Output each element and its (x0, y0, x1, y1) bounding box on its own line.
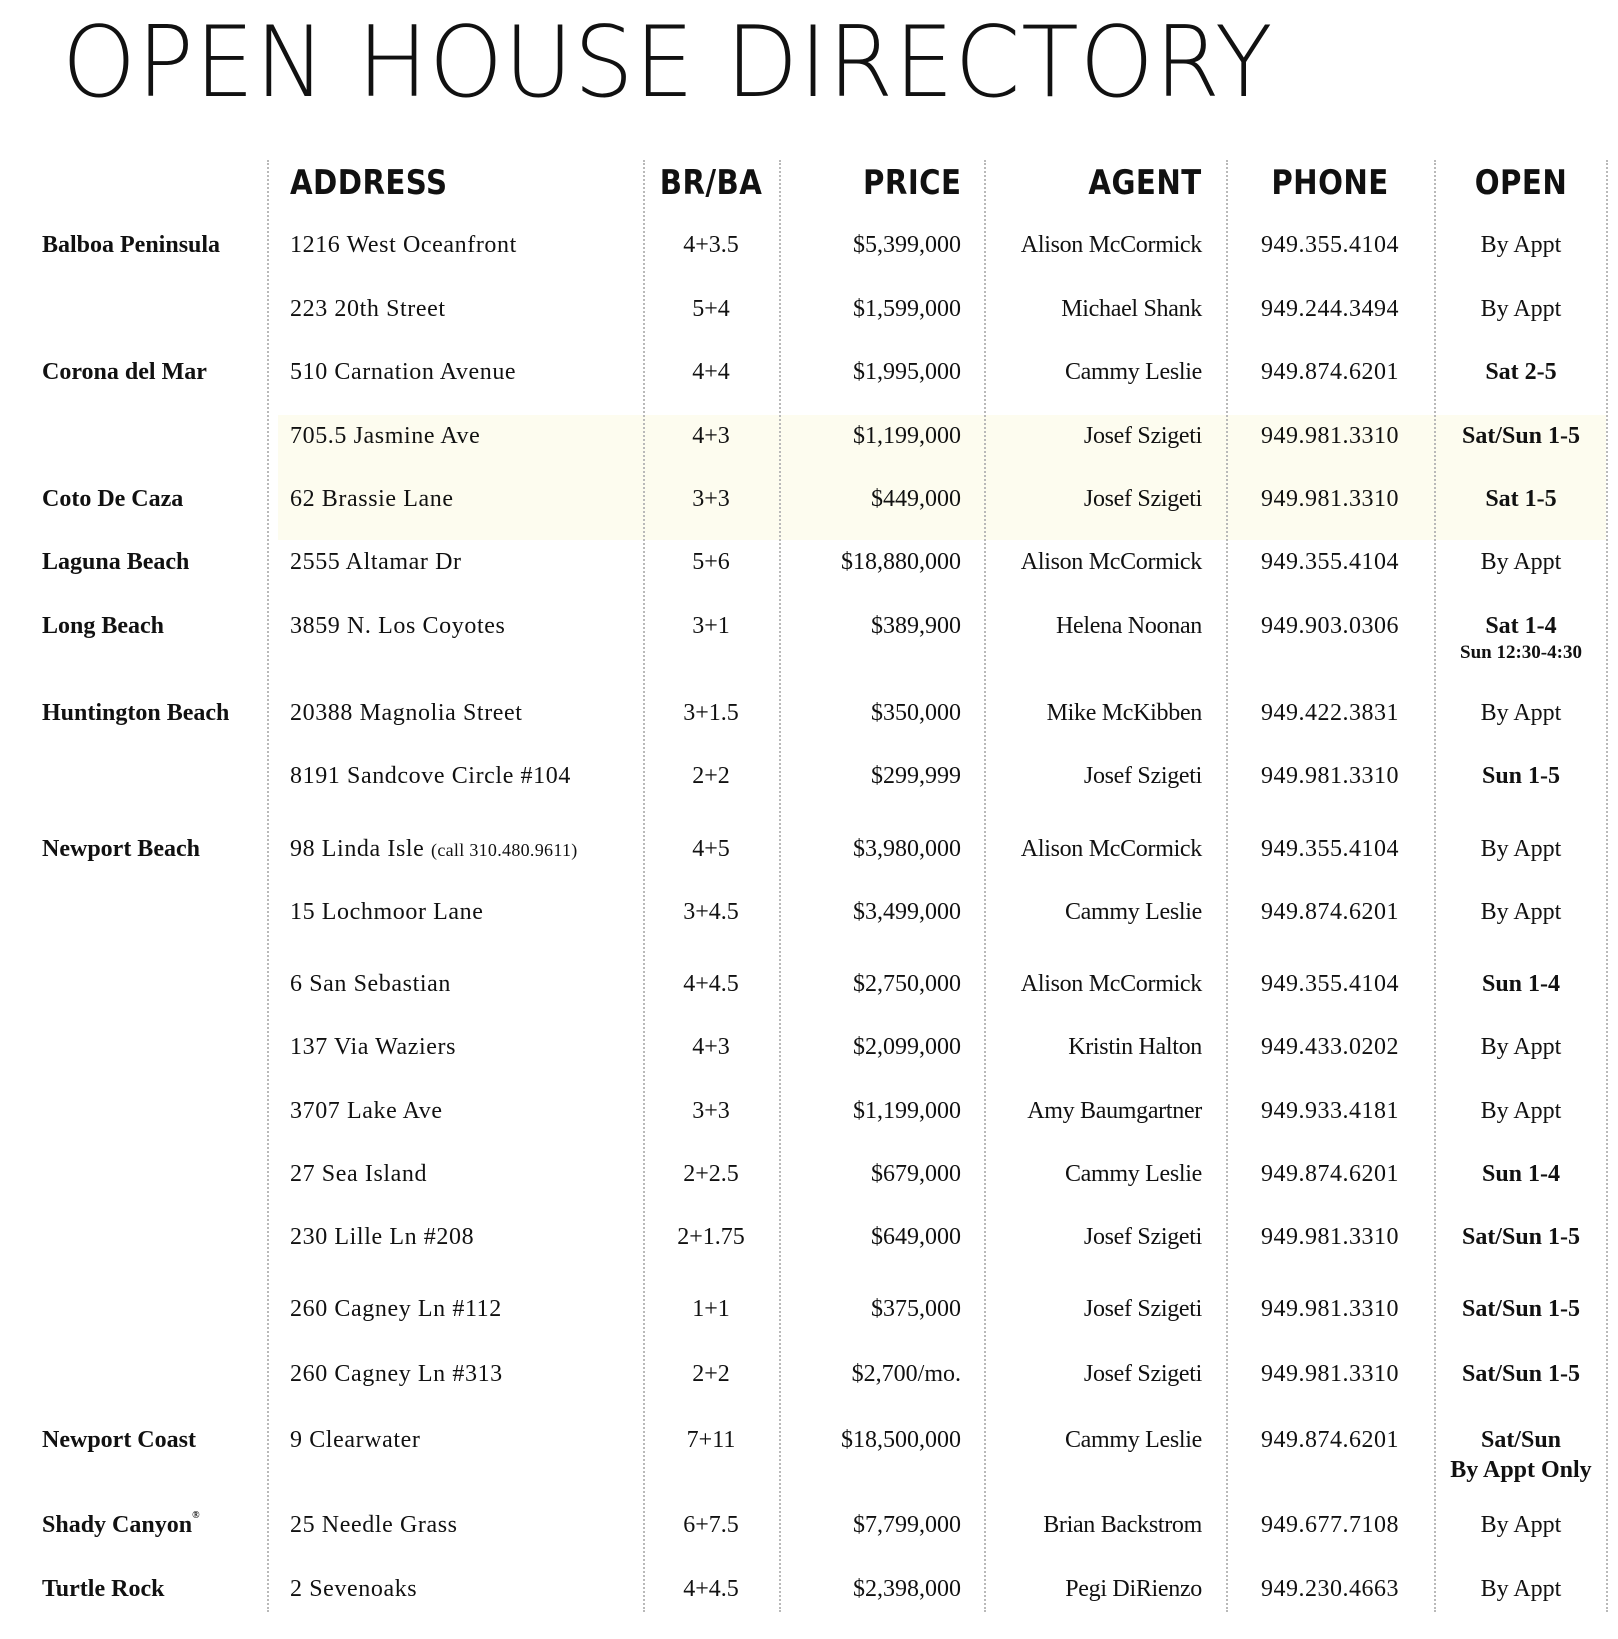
column-header-address: ADDRESS (290, 163, 448, 203)
listing-br-ba: 7+11 (686, 1427, 736, 1453)
listing-address: 260 Cagney Ln #313 (290, 1361, 503, 1387)
listing-price: $7,799,000 (853, 1512, 961, 1538)
listing-open-time: Sat 1-5 (1485, 486, 1557, 512)
listing-phone: 949.422.3831 (1261, 700, 1399, 726)
listing-phone: 949.355.4104 (1261, 971, 1399, 997)
listing-br-ba: 4+4.5 (683, 971, 739, 997)
listing-address: 230 Lille Ln #208 (290, 1224, 475, 1250)
listing-phone: 949.230.4663 (1261, 1576, 1399, 1602)
listing-row (0, 357, 1618, 397)
listing-row (0, 1574, 1618, 1614)
area-name: Newport Beach (42, 836, 200, 862)
listing-address (290, 834, 578, 865)
listing-br-ba: 5+6 (692, 549, 730, 575)
listing-phone: 949.981.3310 (1261, 1224, 1399, 1250)
listing-br-ba: 6+7.5 (683, 1512, 739, 1538)
listing-br-ba: 2+2.5 (683, 1161, 739, 1187)
listing-open-time: By Appt (1480, 836, 1562, 862)
listing-row (0, 1359, 1618, 1399)
listing-open-time (1436, 611, 1606, 665)
listing-open-time: By Appt (1480, 232, 1562, 258)
listing-br-ba: 3+3 (692, 486, 730, 512)
listing-open-time: Sun 1-4 (1481, 1161, 1561, 1187)
listing-agent: Michael Shank (1061, 296, 1202, 322)
area-name (42, 1510, 200, 1540)
listing-br-ba: 4+5 (692, 836, 730, 862)
listing-phone: 949.981.3310 (1261, 423, 1399, 449)
listing-row (0, 230, 1618, 270)
listing-price: $1,199,000 (853, 423, 961, 449)
open-time-secondary: By Appt Only (1450, 1457, 1592, 1483)
area-name: Turtle Rock (42, 1576, 165, 1602)
listing-phone: 949.355.4104 (1261, 232, 1399, 258)
listing-phone: 949.981.3310 (1261, 763, 1399, 789)
column-header-agent: AGENT (1088, 163, 1202, 203)
listing-row (0, 1510, 1618, 1550)
listing-open-time: By Appt (1480, 549, 1562, 575)
column-header-price: PRICE (862, 163, 961, 203)
listing-phone: 949.874.6201 (1261, 1161, 1399, 1187)
listing-row (0, 294, 1618, 334)
listing-agent: Alison McCormick (1020, 836, 1202, 862)
listing-open-time: Sat/Sun 1-5 (1461, 1296, 1581, 1322)
listing-address: 260 Cagney Ln #112 (290, 1296, 502, 1322)
listing-agent: Cammy Leslie (1064, 899, 1202, 925)
area-name: Corona del Mar (42, 359, 207, 385)
listing-agent: Alison McCormick (1020, 232, 1202, 258)
area-name: Huntington Beach (42, 700, 230, 726)
listing-open-time: Sat/Sun 1-5 (1461, 1361, 1581, 1387)
area-name: Balboa Peninsula (42, 232, 221, 258)
address-note: (call 310.480.9611) (431, 840, 578, 860)
listing-br-ba: 2+2 (692, 1361, 730, 1387)
listing-open-time: By Appt (1480, 1576, 1562, 1602)
listing-address: 705.5 Jasmine Ave (290, 423, 481, 449)
listing-price: $2,700/mo. (851, 1361, 961, 1387)
listing-phone: 949.981.3310 (1261, 1296, 1399, 1322)
listing-price: $1,995,000 (853, 359, 961, 385)
listing-open-time (1436, 1425, 1606, 1485)
listing-agent: Josef Szigeti (1083, 1224, 1202, 1250)
listing-price: $1,199,000 (853, 1098, 961, 1124)
listing-phone: 949.874.6201 (1261, 359, 1399, 385)
listing-row (0, 897, 1618, 937)
listing-br-ba: 3+1.5 (683, 700, 739, 726)
listing-price: $2,099,000 (853, 1034, 961, 1060)
listing-agent: Pegi DiRienzo (1065, 1576, 1202, 1602)
listing-phone: 949.874.6201 (1261, 1427, 1399, 1453)
listing-agent: Josef Szigeti (1083, 1296, 1202, 1322)
listing-phone: 949.433.0202 (1261, 1034, 1399, 1060)
listing-price: $1,599,000 (853, 296, 961, 322)
open-time-primary: Sat 1-4 (1485, 613, 1557, 639)
listing-price: $2,750,000 (853, 971, 961, 997)
area-name: Coto De Caza (42, 486, 184, 512)
listing-address: 8191 Sandcove Circle #104 (290, 763, 571, 789)
listing-agent: Amy Baumgartner (1027, 1098, 1202, 1124)
listing-address: 9 Clearwater (290, 1427, 421, 1453)
listing-address: 15 Lochmoor Lane (290, 899, 484, 925)
listing-address: 62 Brassie Lane (290, 486, 454, 512)
listing-br-ba: 4+3 (692, 423, 730, 449)
listing-br-ba: 1+1 (692, 1296, 730, 1322)
listing-phone: 949.244.3494 (1261, 296, 1399, 322)
listing-open-time: By Appt (1480, 1034, 1562, 1060)
listing-open-time: By Appt (1480, 1512, 1562, 1538)
listing-br-ba: 4+3.5 (683, 232, 739, 258)
listing-br-ba: 4+4 (692, 359, 730, 385)
listing-row (0, 484, 1618, 524)
listing-address: 27 Sea Island (290, 1161, 428, 1187)
listing-phone: 949.981.3310 (1261, 1361, 1399, 1387)
listing-price: $5,399,000 (853, 232, 961, 258)
listing-phone: 949.677.7108 (1261, 1512, 1399, 1538)
listing-row (0, 1425, 1618, 1483)
listing-agent: Helena Noonan (1055, 613, 1202, 639)
listing-phone: 949.874.6201 (1261, 899, 1399, 925)
listing-br-ba: 3+4.5 (683, 899, 739, 925)
listing-price: $18,880,000 (841, 549, 961, 575)
listing-address: 137 Via Waziers (290, 1034, 457, 1060)
listing-address: 3859 N. Los Coyotes (290, 613, 506, 639)
listing-price: $649,000 (871, 1224, 961, 1250)
listing-price: $3,499,000 (853, 899, 961, 925)
listing-agent: Josef Szigeti (1083, 1361, 1202, 1387)
listing-open-time: Sat/Sun 1-5 (1461, 423, 1581, 449)
listing-price: $679,000 (871, 1161, 961, 1187)
listing-agent: Cammy Leslie (1064, 1427, 1202, 1453)
listing-phone: 949.355.4104 (1261, 549, 1399, 575)
listing-row (0, 1294, 1618, 1334)
area-name: Laguna Beach (42, 549, 190, 575)
listing-agent: Brian Backstrom (1043, 1512, 1202, 1538)
listing-row (0, 1159, 1618, 1199)
open-time-secondary: Sun 12:30-4:30 (1460, 642, 1582, 663)
listing-open-time: By Appt (1480, 700, 1562, 726)
listing-row (0, 547, 1618, 587)
listing-row (0, 1222, 1618, 1262)
listing-open-time: Sun 1-5 (1481, 763, 1561, 789)
area-name: Long Beach (42, 613, 165, 639)
listing-address: 20388 Magnolia Street (290, 700, 523, 726)
listing-br-ba: 3+3 (692, 1098, 730, 1124)
listing-phone: 949.933.4181 (1261, 1098, 1399, 1124)
listing-agent: Kristin Halton (1068, 1034, 1202, 1060)
listing-price: $18,500,000 (841, 1427, 961, 1453)
area-name-text: Shady Canyon (42, 1512, 193, 1538)
listing-open-time: Sat 2-5 (1485, 359, 1557, 385)
listing-br-ba: 2+1.75 (677, 1224, 745, 1250)
listing-row (0, 421, 1618, 461)
listing-row (0, 761, 1618, 801)
listing-phone: 949.903.0306 (1261, 613, 1399, 639)
listing-agent: Mike McKibben (1046, 700, 1202, 726)
listing-open-time: Sat/Sun 1-5 (1461, 1224, 1581, 1250)
column-header-open: OPEN (1474, 163, 1568, 203)
registered-mark: ® (192, 1510, 200, 1521)
page-title: OPEN HOUSE DIRECTORY (62, 6, 1274, 120)
address-text: 98 Linda Isle (290, 836, 425, 862)
listing-address: 25 Needle Grass (290, 1512, 458, 1538)
listing-br-ba: 4+4.5 (683, 1576, 739, 1602)
listing-row (0, 611, 1618, 663)
column-header-brba: BR/BA (659, 163, 763, 203)
listing-open-time: By Appt (1480, 1098, 1562, 1124)
listing-row (0, 834, 1618, 874)
listing-open-time: By Appt (1480, 296, 1562, 322)
listing-address: 3707 Lake Ave (290, 1098, 443, 1124)
open-time-primary: Sat/Sun (1480, 1427, 1562, 1453)
listing-address: 2555 Altamar Dr (290, 549, 462, 575)
listing-address: 6 San Sebastian (290, 971, 451, 997)
listing-agent: Alison McCormick (1020, 971, 1202, 997)
listing-address: 510 Carnation Avenue (290, 359, 517, 385)
listing-address: 2 Sevenoaks (290, 1576, 418, 1602)
listing-price: $375,000 (871, 1296, 961, 1322)
listing-agent: Josef Szigeti (1083, 486, 1202, 512)
listing-phone: 949.981.3310 (1261, 486, 1399, 512)
listing-br-ba: 3+1 (692, 613, 730, 639)
listing-open-time: Sun 1-4 (1481, 971, 1561, 997)
listing-address: 1216 West Oceanfront (290, 232, 517, 258)
listing-br-ba: 4+3 (692, 1034, 730, 1060)
listing-price: $2,398,000 (853, 1576, 961, 1602)
listing-price: $389,900 (871, 613, 961, 639)
area-name: Newport Coast (42, 1427, 196, 1453)
listing-phone: 949.355.4104 (1261, 836, 1399, 862)
listing-price: $350,000 (871, 700, 961, 726)
listing-price: $3,980,000 (853, 836, 961, 862)
listing-agent: Cammy Leslie (1064, 359, 1202, 385)
listing-price: $449,000 (871, 486, 961, 512)
listing-row (0, 1096, 1618, 1136)
listing-row (0, 969, 1618, 1009)
listing-agent: Alison McCormick (1020, 549, 1202, 575)
listing-br-ba: 5+4 (692, 296, 730, 322)
listing-row (0, 1032, 1618, 1072)
listing-address: 223 20th Street (290, 296, 446, 322)
listing-br-ba: 2+2 (692, 763, 730, 789)
listing-row (0, 698, 1618, 738)
listing-agent: Josef Szigeti (1083, 763, 1202, 789)
listing-agent: Cammy Leslie (1064, 1161, 1202, 1187)
listing-price: $299,999 (871, 763, 961, 789)
column-header-phone: PHONE (1271, 163, 1389, 203)
listing-agent: Josef Szigeti (1083, 423, 1202, 449)
listing-open-time: By Appt (1480, 899, 1562, 925)
